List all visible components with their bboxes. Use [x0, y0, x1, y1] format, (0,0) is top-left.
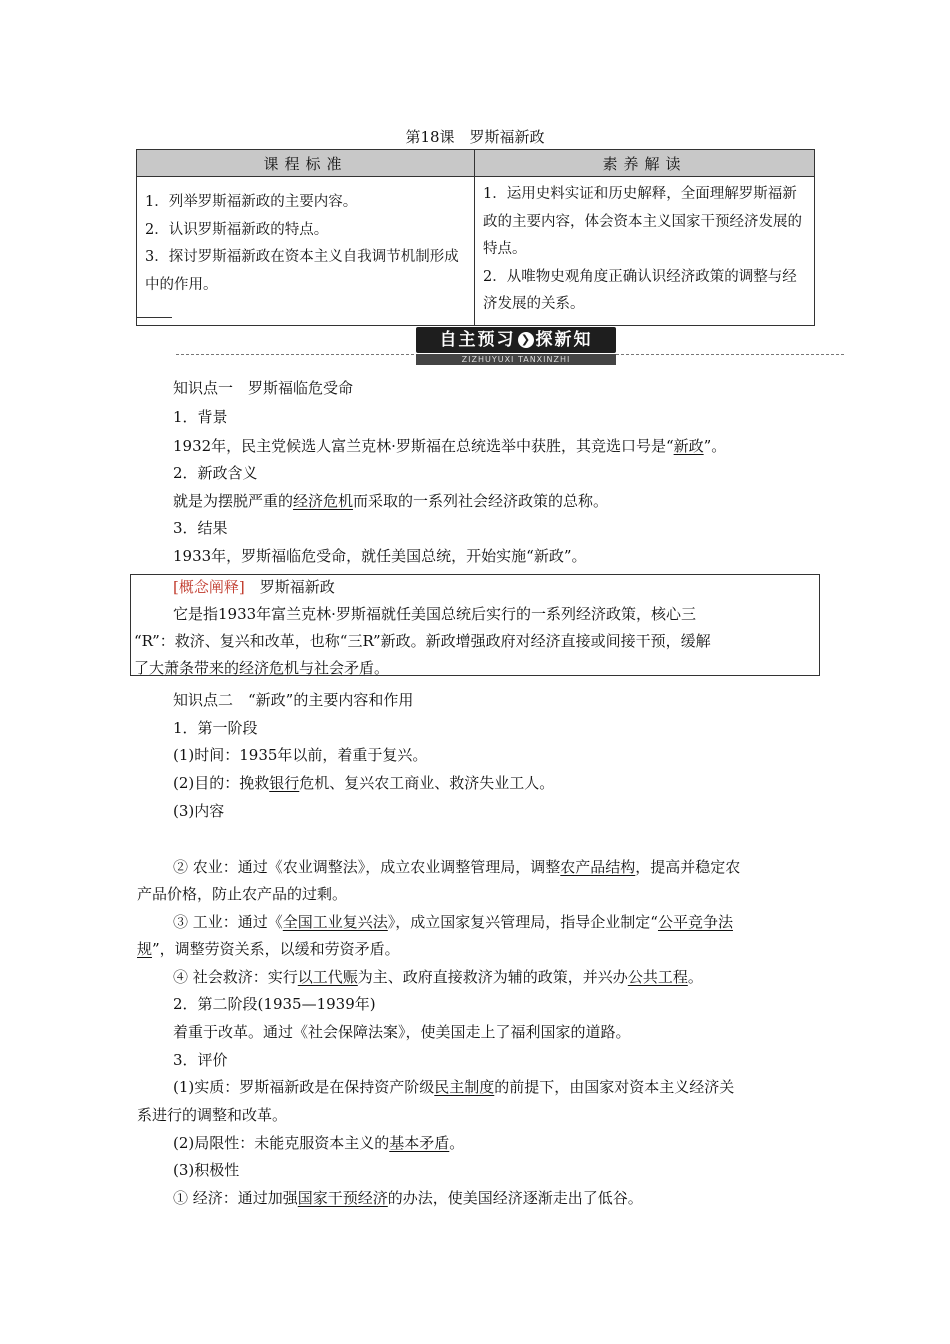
arrow-right-icon: ❯	[518, 332, 534, 348]
paragraph: ④ 社会救济：实行以工代赈为主、政府直接救济为辅的政策，并兴办公共工程。	[173, 968, 703, 986]
banner-left-text: 自主预习	[439, 330, 516, 350]
paragraph: 系进行的调整和改革。	[137, 1106, 288, 1124]
table-underline	[136, 317, 172, 318]
paragraph: (2)局限性：未能克服资本主义的基本矛盾。	[173, 1134, 465, 1152]
answer-blank: 农产品结构	[560, 858, 636, 876]
literacy-cell	[475, 177, 815, 326]
standard-cell	[137, 177, 475, 326]
paragraph: (1)时间：1935年以前，着重于复兴。	[173, 746, 428, 764]
concept-heading	[173, 576, 335, 597]
column-header-literacy: 素养解读	[475, 150, 815, 177]
literacy-item: 2．从唯物史观角度正确认识经济政策的调整与经济发展的关系。	[483, 268, 797, 312]
concept-text: “R”：救济、复兴和改革，也称“三R”新政。新政增强政府对经济直接或间接干预，缓解	[134, 632, 711, 650]
standard-item: 2．认识罗斯福新政的特点。	[145, 221, 329, 238]
page-title: 第18课 罗斯福新政	[405, 128, 545, 146]
section-banner	[176, 324, 844, 364]
paragraph: (2)目的：挽救银行危机、复兴农工商业、救济失业工人。	[173, 774, 555, 792]
answer-blank: 规	[137, 940, 153, 958]
answer-blank: 银行	[269, 774, 300, 792]
paragraph: ① 经济：通过加强国家干预经济的办法，使美国经济逐渐走出了低谷。	[173, 1189, 643, 1207]
subheading: 2．第二阶段(1935—1939年)	[173, 995, 376, 1013]
paragraph: 1933年，罗斯福临危受命，就任美国总统，开始实施“新政”。	[173, 547, 587, 565]
answer-blank: 民主制度	[434, 1078, 495, 1096]
answer-blank: 基本矛盾	[389, 1134, 450, 1152]
subheading: 1．第一阶段	[173, 719, 258, 737]
answer-blank: 全国工业复兴法	[282, 913, 388, 931]
subheading: 3．评价	[173, 1051, 228, 1069]
concept-title: 罗斯福新政	[259, 578, 335, 596]
paragraph: 1932年，民主党候选人富兰克林·罗斯福在总统选举中获胜，其竞选口号是“新政”。	[173, 437, 727, 455]
answer-blank: 经济危机	[293, 492, 354, 510]
paragraph: (1)实质：罗斯福新政是在保持资产阶级民主制度的前提下，由国家对资本主义经济关	[173, 1078, 735, 1096]
concept-tag: [概念阐释]	[173, 578, 245, 596]
standard-item: 1．列举罗斯福新政的主要内容。	[145, 194, 358, 210]
answer-blank: 国家干预经济	[297, 1189, 388, 1207]
column-header-standard: 课程标准	[137, 150, 475, 177]
knowledge-heading: 知识点一 罗斯福临危受命	[173, 379, 354, 397]
answer-blank: 公平竞争法	[657, 913, 733, 931]
paragraph: 产品价格，防止农产品的过剩。	[137, 885, 348, 903]
banner-right-text: 探新知	[535, 330, 593, 350]
subheading: 2．新政含义	[173, 464, 258, 482]
answer-blank: 新政	[673, 437, 704, 455]
answer-blank: 公共工程	[627, 968, 688, 986]
banner-subtitle: ZIZHUYUXI TANXINZHI	[416, 354, 616, 365]
paragraph: (3)积极性	[173, 1161, 240, 1179]
subheading: 1．背景	[173, 408, 228, 426]
standard-item: 3．探讨罗斯福新政在资本主义自我调节机制形成中的作用。	[145, 249, 459, 293]
subheading: 3．结果	[173, 519, 228, 537]
concept-text: 了大萧条带来的经济危机与社会矛盾。	[134, 659, 390, 677]
paragraph: 规”，调整劳资关系，以缓和劳资矛盾。	[137, 940, 400, 958]
knowledge-heading: 知识点二 “新政”的主要内容和作用	[173, 691, 414, 709]
paragraph: 着重于改革。通过《社会保障法案》，使美国走上了福利国家的道路。	[173, 1023, 631, 1041]
paragraph: 就是为摆脱严重的经济危机而采取的一系列社会经济政策的总称。	[173, 492, 609, 510]
curriculum-table	[136, 149, 815, 326]
paragraph: ③ 工业：通过《全国工业复兴法》，成立国家复兴管理局，指导企业制定“公平竞争法	[173, 913, 733, 931]
paragraph: ② 农业：通过《农业调整法》，成立农业调整管理局，调整农产品结构，提高并稳定农	[173, 858, 741, 876]
answer-blank: 以工代赈	[297, 968, 358, 986]
concept-text: 它是指1933年富兰克林·罗斯福就任美国总统后实行的一系列经济政策，核心三	[173, 605, 696, 623]
paragraph: (3)内容	[173, 802, 225, 820]
banner-label	[416, 327, 616, 353]
literacy-item: 1．运用史料实证和历史解释，全面理解罗斯福新政的主要内容，体会资本主义国家干预经济发展的特点。	[483, 186, 802, 257]
